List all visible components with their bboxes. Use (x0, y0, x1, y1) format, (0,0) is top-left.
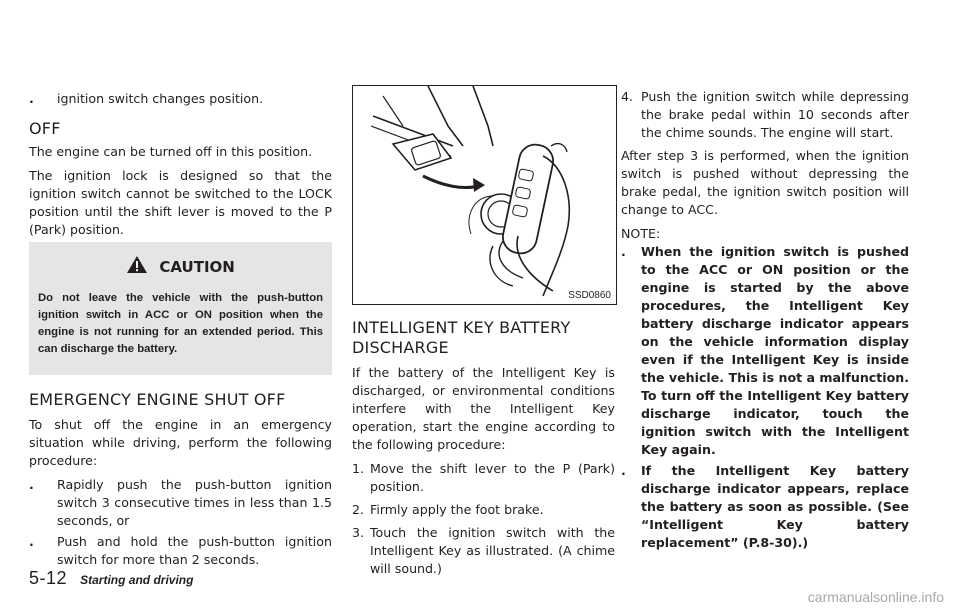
list-item: 1. Move the shift lever to the P (Park) position. (352, 461, 615, 494)
caution-title: CAUTION (159, 258, 235, 276)
emergency-paragraph: To shut off the engine in an emergency situation while driving, perform the following procedure: (29, 417, 332, 468)
note-label: NOTE: (621, 226, 661, 241)
list-item: 4. Push the ignition switch while depressing the brake pedal within 10 seconds after the chime sounds. The engine will start. (621, 89, 909, 140)
note-text: When the ignition switch is pushed to the ACC or ON position or the engine is started by the above procedures, the Intelligent Key battery discharge indicator appears on the vehicle information display even if the Intelligent Key is inside the vehicle. This is not a malfunction. To turn off the Intelligent Key battery discharge indicator, touch the ignition switch with the Intelligent Key again. (641, 244, 909, 457)
illustration-figure (352, 85, 617, 305)
step-text: Push the ignition switch while depressing the brake pedal within 10 seconds after the chime sounds. The engine will start. (641, 89, 909, 140)
warning-triangle-icon (126, 255, 148, 274)
left-column-lower (29, 390, 332, 569)
note-text: If the Intelligent Key battery discharge indicator appears, replace the battery as soon as possible. (See “Intelligent Key battery replacement” (P.8-30).) (641, 463, 909, 550)
list-item: . Rapidly push the push-button ignition switch 3 consecutive times in less than 1.5 seconds, or (29, 477, 332, 528)
after-step-paragraph: After step 3 is performed, when the ignition switch is pushed without depressing the brake pedal, the ignition switch position will change to ACC. (621, 148, 909, 217)
figure-label: SSD0860 (568, 290, 611, 301)
left-column (29, 0, 332, 239)
list-item: 3. Touch the ignition switch with the Intelligent Key as illustrated. (A chime will sound.) (352, 525, 615, 576)
bullet-text: Rapidly push the push-button ignition switch 3 consecutive times in less than 1.5 seconds, or (57, 477, 332, 528)
step-text: Firmly apply the foot brake. (370, 502, 544, 517)
watermark: carmanualsonline.info (807, 589, 944, 605)
caution-box (29, 242, 332, 375)
step-text: Move the shift lever to the P (Park) position. (370, 461, 615, 494)
heading-emergency-shut-off: EMERGENCY ENGINE SHUT OFF (29, 390, 286, 409)
section-name: Starting and driving (80, 573, 194, 587)
off-paragraph-2: The ignition lock is designed so that the ignition switch cannot be switched to the LOCK position until the shift lever is moved to the P (Park) position. (29, 168, 332, 237)
step-text: Touch the ignition switch with the Intelligent Key as illustrated. (A chime will sound.) (370, 525, 615, 576)
right-column (621, 88, 909, 552)
intelligent-key-illustration (353, 86, 616, 304)
heading-off: OFF (29, 119, 61, 138)
page-footer (29, 568, 193, 589)
middle-column (352, 318, 615, 578)
bullet-text: Push and hold the push-button ignition switch for more than 2 seconds. (57, 534, 332, 567)
page-number: 5-12 (29, 568, 68, 588)
off-paragraph-1: The engine can be turned off in this position. (29, 144, 313, 159)
list-item: . Push and hold the push-button ignition switch for more than 2 seconds. (29, 534, 332, 567)
list-item: 2. Firmly apply the foot brake. (352, 502, 544, 517)
list-item: . ignition switch changes position. (29, 91, 264, 106)
caution-header (29, 255, 332, 276)
caution-text: Do not leave the vehicle with the push-button ignition switch in ACC or ON position when the engine is not running for an extended period. This can discharge the battery. (38, 292, 323, 355)
list-item: . If the Intelligent Key battery discharge indicator appears, replace the battery as soon as possible. (See “Intelligent Key battery replacement” (P.8-30).) (621, 463, 909, 550)
heading-intelligent-key-battery-discharge: INTELLIGENT KEY BATTERY DISCHARGE (352, 318, 571, 357)
battery-discharge-paragraph: If the battery of the Intelligent Key is discharged, or environmental conditions interfere with the Intelligent Key operation, start the engine according to the following procedure: (352, 365, 615, 452)
list-item: . When the ignition switch is pushed to the ACC or ON position or the engine is started by the above procedures, the Intelligent Key battery discharge indicator appears on the vehicle information display even if the Intelligent Key is inside the vehicle. This is not a malfunction. To turn off the Intelligent Key battery discharge indicator, touch the ignition switch with the Intelligent Key again. (621, 244, 909, 457)
bullet-text: ignition switch changes position. (57, 91, 264, 106)
